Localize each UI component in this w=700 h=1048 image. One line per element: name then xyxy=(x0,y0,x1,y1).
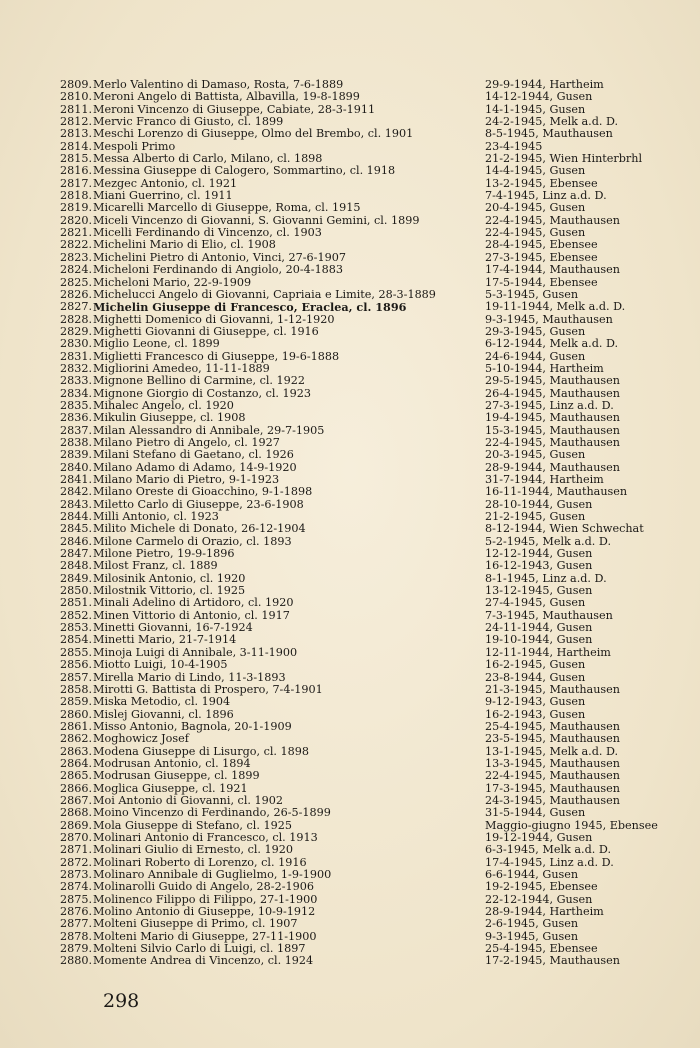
entry-number: 2854. xyxy=(60,633,93,647)
list-item xyxy=(60,955,660,967)
entry-death-record: 23-8-1944, Gusen xyxy=(485,670,586,684)
entry-number: 2813. xyxy=(60,127,93,141)
entry-number: 2844. xyxy=(60,510,93,524)
entry-name: Michelin Giuseppe di Francesco, Eraclea, cl. 1896 xyxy=(93,301,407,314)
entry-death-record: 7-3-1945, Mauthausen xyxy=(485,608,613,622)
entry-number: 2853. xyxy=(60,621,93,635)
list-item xyxy=(60,634,660,646)
entry-name: Miletto Carlo di Giuseppe, 23-6-1908 xyxy=(93,498,304,511)
list-item xyxy=(60,412,660,424)
entry-number: 2823. xyxy=(60,250,93,264)
entry-name: Miglio Leone, cl. 1899 xyxy=(93,338,220,351)
list-item xyxy=(60,375,660,387)
entry-number: 2865. xyxy=(60,769,93,783)
entry-number: 2874. xyxy=(60,880,93,894)
entry-death-record: 31-5-1944, Gusen xyxy=(485,806,586,820)
list-item xyxy=(60,844,660,856)
entry-death-record: 28-9-1944, Mauthausen xyxy=(485,460,620,474)
entry-name: Micelli Ferdinando di Vincenzo, cl. 1903 xyxy=(93,227,322,240)
entry-death-record: 20-4-1945, Gusen xyxy=(485,201,586,215)
entry-death-record: 15-3-1945, Mauthausen xyxy=(485,423,620,437)
entry-death-record: 5-3-1945, Gusen xyxy=(485,287,579,301)
entry-number: 2829. xyxy=(60,324,93,338)
entry-death-record: 7-4-1945, Linz a.d. D. xyxy=(485,189,607,203)
entry-number: 2832. xyxy=(60,361,93,375)
entry-death-record: 24-3-1945, Mauthausen xyxy=(485,793,620,807)
entry-name: Milano Pietro di Angelo, cl. 1927 xyxy=(93,436,280,449)
entry-name: Mervic Franco di Giusto, cl. 1899 xyxy=(93,116,284,129)
entry-name: Moi Antonio di Giovanni, cl. 1902 xyxy=(93,794,283,807)
entry-number: 2824. xyxy=(60,263,93,277)
entry-death-record: 19-10-1944, Gusen xyxy=(485,633,593,647)
entry-number: 2876. xyxy=(60,905,93,919)
entry-number: 2860. xyxy=(60,707,93,721)
entry-number: 2827. xyxy=(60,300,93,314)
entry-death-record: 24-6-1944, Gusen xyxy=(485,349,586,363)
entry-death-record: 13-2-1945, Ebensee xyxy=(485,176,598,190)
entry-number: 2871. xyxy=(60,843,93,857)
entry-name: Molino Antonio di Giuseppe, 10-9-1912 xyxy=(93,906,316,919)
entry-name: Mighetti Domenico di Giovanni, 1-12-1920 xyxy=(93,313,335,326)
page-number: 298 xyxy=(103,990,140,1012)
entry-number: 2858. xyxy=(60,682,93,696)
entry-number: 2835. xyxy=(60,398,93,412)
entry-number: 2826. xyxy=(60,287,93,301)
entry-name: Modena Giuseppe di Lisurgo, cl. 1898 xyxy=(93,745,310,758)
entry-death-record: 28-4-1945, Ebensee xyxy=(485,238,598,252)
list-item xyxy=(60,770,660,782)
entry-name: Mislej Giovanni, cl. 1896 xyxy=(93,708,234,721)
entry-death-record: 22-4-1945, Mauthausen xyxy=(485,435,620,449)
list-item xyxy=(60,560,660,572)
entry-name: Modrusan Giuseppe, cl. 1899 xyxy=(93,770,260,783)
entry-name: Molinari Roberto di Lorenzo, cl. 1916 xyxy=(93,856,307,869)
entry-death-record: 24-11-1944, Gusen xyxy=(485,621,593,635)
entry-number: 2868. xyxy=(60,806,93,820)
entry-number: 2846. xyxy=(60,534,93,548)
entry-death-record: 14-12-1944, Gusen xyxy=(485,90,593,104)
list-item xyxy=(60,918,660,930)
list-item xyxy=(60,165,660,177)
entry-death-record: 2-6-1945, Gusen xyxy=(485,917,579,931)
entry-number: 2810. xyxy=(60,90,93,104)
entry-death-record: 6-3-1945, Melk a.d. D. xyxy=(485,843,611,857)
entry-death-record: 29-5-1945, Mauthausen xyxy=(485,374,620,388)
entry-name: Minetti Mario, 21-7-1914 xyxy=(93,634,237,647)
entry-name: Moglica Giuseppe, cl. 1921 xyxy=(93,782,248,795)
entry-name: Molinenco Filippo di Filippo, 27-1-1900 xyxy=(93,893,318,906)
list-item xyxy=(60,239,660,251)
entry-name: Michelini Pietro di Antonio, Vinci, 27-6-1907 xyxy=(93,251,346,264)
list-item xyxy=(60,807,660,819)
entry-death-record: 21-2-1945, Wien Hinterbrhl xyxy=(485,152,643,166)
entry-name: Minali Adelino di Artidoro, cl. 1920 xyxy=(93,597,294,610)
entry-name: Mihalec Angelo, cl. 1920 xyxy=(93,399,234,412)
list-item xyxy=(60,264,660,276)
entry-number: 2812. xyxy=(60,115,93,129)
entry-number: 2842. xyxy=(60,485,93,499)
list-item xyxy=(60,486,660,498)
list-item xyxy=(60,696,660,708)
entry-number: 2843. xyxy=(60,497,93,511)
entry-name: Milostnik Vittorio, cl. 1925 xyxy=(93,585,246,598)
entry-name: Michelini Mario di Elio, cl. 1908 xyxy=(93,239,276,252)
list-item xyxy=(60,338,660,350)
entry-death-record: 24-2-1945, Melk a.d. D. xyxy=(485,115,619,129)
entry-number: 2849. xyxy=(60,571,93,585)
list-item xyxy=(60,91,660,103)
entry-death-record: 22-12-1944, Gusen xyxy=(485,892,593,906)
entry-death-record: 29-9-1944, Hartheim xyxy=(485,78,604,91)
entry-number: 2840. xyxy=(60,460,93,474)
entry-death-record: 29-3-1945, Gusen xyxy=(485,324,586,338)
entry-death-record: 9-3-1945, Gusen xyxy=(485,929,579,943)
entry-death-record: 8-12-1944, Wien Schwechat xyxy=(485,522,644,536)
entry-name: Mighetti Giovanni di Giuseppe, cl. 1916 xyxy=(93,325,319,338)
entry-death-record: 26-4-1945, Mauthausen xyxy=(485,386,620,400)
entry-death-record: 6-12-1944, Melk a.d. D. xyxy=(485,337,619,351)
entry-death-record: 19-2-1945, Ebensee xyxy=(485,880,598,894)
entry-name: Michelucci Angelo di Giovanni, Capriaia e Limite, 28-3-1889 xyxy=(93,288,436,301)
entry-name: Molinari Antonio di Francesco, cl. 1913 xyxy=(93,831,318,844)
entry-number: 2873. xyxy=(60,868,93,881)
entry-death-record: 27-3-1945, Ebensee xyxy=(485,250,598,264)
entry-number: 2816. xyxy=(60,164,93,178)
entry-name: Mespoli Primo xyxy=(93,140,176,153)
entry-number: 2845. xyxy=(60,522,93,536)
list-item xyxy=(60,277,660,289)
entry-number: 2875. xyxy=(60,892,93,906)
entry-death-record: 16-2-1945, Gusen xyxy=(485,658,586,672)
entry-death-record: 13-3-1945, Mauthausen xyxy=(485,756,620,770)
entry-death-record: 17-5-1944, Ebensee xyxy=(485,275,598,289)
entry-death-record: 16-12-1943, Gusen xyxy=(485,559,593,573)
entry-number: 2839. xyxy=(60,448,93,462)
entry-number: 2880. xyxy=(60,954,93,968)
list-item xyxy=(60,128,660,140)
list-item xyxy=(60,733,660,745)
entry-number: 2825. xyxy=(60,275,93,289)
entry-death-record: 17-3-1945, Mauthausen xyxy=(485,781,620,795)
entry-number: 2855. xyxy=(60,645,93,659)
entry-number: 2870. xyxy=(60,830,93,844)
entry-death-record: 9-3-1945, Mauthausen xyxy=(485,312,613,326)
entry-name: Momente Andrea di Vincenzo, cl. 1924 xyxy=(93,955,314,968)
entry-death-record: 12-12-1944, Gusen xyxy=(485,547,593,561)
entry-death-record: 14-4-1945, Gusen xyxy=(485,164,586,178)
entry-number: 2817. xyxy=(60,176,93,190)
entry-name: Molteni Giuseppe di Primo, cl. 1907 xyxy=(93,918,298,931)
entry-name: Messa Alberto di Carlo, Milano, cl. 1898 xyxy=(93,153,323,166)
entry-death-record: 27-3-1945, Linz a.d. D. xyxy=(485,398,614,412)
entry-name: Mola Giuseppe di Stefano, cl. 1925 xyxy=(93,819,292,832)
entry-name: Mirella Mario di Lindo, 11-3-1893 xyxy=(93,671,286,684)
entry-number: 2822. xyxy=(60,238,93,252)
entry-name: Moino Vincenzo di Ferdinando, 26-5-1899 xyxy=(93,807,331,820)
entry-death-record: 5-2-1945, Melk a.d. D. xyxy=(485,534,611,548)
entry-name: Molteni Mario di Giuseppe, 27-11-1900 xyxy=(93,930,317,943)
entry-name: Moghowicz Josef xyxy=(93,733,189,746)
entry-name: Molteni Silvio Carlo di Luigi, cl. 1897 xyxy=(93,943,306,956)
entry-death-record: 8-1-1945, Linz a.d. D. xyxy=(485,571,607,585)
entry-number: 2837. xyxy=(60,423,93,437)
entry-name: Micheloni Ferdinando di Angiolo, 20-4-1883 xyxy=(93,264,344,277)
list-item xyxy=(60,672,660,684)
entry-name: Mignone Bellino di Carmine, cl. 1922 xyxy=(93,375,306,388)
entry-death-record: 21-3-1945, Mauthausen xyxy=(485,682,620,696)
entry-death-record: 21-2-1945, Gusen xyxy=(485,510,586,524)
entry-name: Micheloni Mario, 22-9-1909 xyxy=(93,276,252,289)
entry-death-record: 28-10-1944, Gusen xyxy=(485,497,593,511)
entry-number: 2877. xyxy=(60,917,93,931)
entry-name: Milosinik Antonio, cl. 1920 xyxy=(93,572,246,585)
entry-death-record: 13-1-1945, Melk a.d. D. xyxy=(485,744,619,758)
entry-number: 2879. xyxy=(60,942,93,956)
entry-number: 2863. xyxy=(60,744,93,758)
entry-death-record: 20-3-1945, Gusen xyxy=(485,448,586,462)
entry-death-record: 31-7-1944, Hartheim xyxy=(485,473,604,486)
list-item xyxy=(60,202,660,214)
entry-name: Micarelli Marcello di Giuseppe, Roma, cl. 1915 xyxy=(93,202,361,215)
entry-death-record: 19-4-1945, Mauthausen xyxy=(485,411,620,425)
entry-number: 2848. xyxy=(60,559,93,573)
entry-number: 2869. xyxy=(60,818,93,832)
entry-name: Molinaro Annibale di Guglielmo, 1-9-1900 xyxy=(93,869,332,881)
entry-number: 2864. xyxy=(60,756,93,770)
entry-name: Migliorini Amedeo, 11-11-1889 xyxy=(93,362,270,375)
entry-name: Mikulin Giuseppe, cl. 1908 xyxy=(93,412,246,425)
entry-number: 2841. xyxy=(60,473,93,486)
entry-number: 2818. xyxy=(60,189,93,203)
entry-number: 2809. xyxy=(60,78,93,91)
entry-death-record: 5-10-1944, Hartheim xyxy=(485,361,604,375)
entry-death-record: 19-12-1944, Gusen xyxy=(485,830,593,844)
entry-death-record: 23-5-1945, Mauthausen xyxy=(485,732,620,746)
entry-number: 2872. xyxy=(60,855,93,869)
entry-number: 2859. xyxy=(60,695,93,709)
entry-death-record: 19-11-1944, Melk a.d. D. xyxy=(485,300,626,314)
entry-number: 2830. xyxy=(60,337,93,351)
entry-name: Milano Mario di Pietro, 9-1-1923 xyxy=(93,474,280,486)
entry-death-record: 17-2-1945, Mauthausen xyxy=(485,954,620,968)
entry-name: Molinari Giulio di Ernesto, cl. 1920 xyxy=(93,844,294,857)
entry-number: 2862. xyxy=(60,732,93,746)
entry-name: Milone Pietro, 19-9-1896 xyxy=(93,548,235,561)
entry-death-record: 6-6-1944, Gusen xyxy=(485,868,579,881)
entry-number: 2838. xyxy=(60,435,93,449)
entry-name: Mignone Giorgio di Costanzo, cl. 1923 xyxy=(93,387,312,400)
entry-number: 2851. xyxy=(60,596,93,610)
entry-number: 2815. xyxy=(60,152,93,166)
entry-number: 2847. xyxy=(60,547,93,561)
entry-death-record: 27-4-1945, Gusen xyxy=(485,596,586,610)
entry-death-record: 17-4-1944, Mauthausen xyxy=(485,263,620,277)
entry-number: 2811. xyxy=(60,102,93,116)
entry-name: Miska Metodio, cl. 1904 xyxy=(93,696,231,709)
entry-death-record: 23-4-1945 xyxy=(485,139,543,153)
entry-name: Minoja Luigi di Annibale, 3-11-1900 xyxy=(93,646,298,659)
list-item xyxy=(60,597,660,609)
entry-number: 2819. xyxy=(60,201,93,215)
entry-number: 2852. xyxy=(60,608,93,622)
entry-number: 2850. xyxy=(60,584,93,598)
entry-name: Milano Oreste di Gioacchino, 9-1-1898 xyxy=(93,486,313,499)
entry-death-record: 22-4-1945, Gusen xyxy=(485,226,586,240)
entry-number: 2867. xyxy=(60,793,93,807)
entry-death-record: 22-4-1945, Mauthausen xyxy=(485,213,620,227)
entry-number: 2866. xyxy=(60,781,93,795)
entry-number: 2828. xyxy=(60,312,93,326)
entry-name: Milani Stefano di Gaetano, cl. 1926 xyxy=(93,449,294,462)
entry-death-record: 22-4-1945, Mauthausen xyxy=(485,769,620,783)
entry-death-record: 16-11-1944, Mauthausen xyxy=(485,485,628,499)
entry-number: 2836. xyxy=(60,411,93,425)
entry-name: Milan Alessandro di Annibale, 29-7-1905 xyxy=(93,424,325,437)
list-item xyxy=(60,659,660,671)
entry-number: 2820. xyxy=(60,213,93,227)
entry-number: 2861. xyxy=(60,719,93,733)
entry-name: Minetti Giovanni, 16-7-1924 xyxy=(93,622,253,635)
entry-number: 2834. xyxy=(60,386,93,400)
entry-number: 2857. xyxy=(60,670,93,684)
entry-death-record: 8-5-1945, Mauthausen xyxy=(485,127,613,141)
entry-name: Milano Adamo di Adamo, 14-9-1920 xyxy=(93,461,297,474)
entry-name: Meroni Angelo di Battista, Albavilla, 19-8-1899 xyxy=(93,91,360,104)
entry-name: Minen Vittorio di Antonio, cl. 1917 xyxy=(93,609,290,622)
entry-name: Miceli Vincenzo di Giovanni, S. Giovanni Gemini, cl. 1899 xyxy=(93,214,420,227)
entry-death-record: 16-2-1943, Gusen xyxy=(485,707,586,721)
entry-death-record: 12-11-1944, Hartheim xyxy=(485,645,611,659)
entry-name: Miotto Luigi, 10-4-1905 xyxy=(93,659,228,672)
entry-name: Mirotti G. Battista di Prospero, 7-4-1901 xyxy=(93,683,323,696)
entry-name: Milost Franz, cl. 1889 xyxy=(93,560,218,573)
entry-name: Milli Antonio, cl. 1923 xyxy=(93,511,219,524)
entry-name: Meroni Vincenzo di Giuseppe, Cabiate, 28-3-1911 xyxy=(93,103,376,116)
deportee-list xyxy=(60,79,660,968)
entry-death-record: 17-4-1945, Linz a.d. D. xyxy=(485,855,614,869)
entry-death-record: 25-4-1945, Ebensee xyxy=(485,942,598,956)
list-item xyxy=(60,523,660,535)
entry-death-record: 14-1-1945, Gusen xyxy=(485,102,586,116)
entry-name: Miglietti Francesco di Giuseppe, 19-6-1888 xyxy=(93,350,340,363)
entry-name: Mezgec Antonio, cl. 1921 xyxy=(93,177,238,190)
list-item xyxy=(60,881,660,893)
list-item xyxy=(60,301,660,313)
entry-name: Misso Antonio, Bagnola, 20-1-1909 xyxy=(93,720,292,733)
entry-name: Merlo Valentino di Damaso, Rosta, 7-6-1889 xyxy=(93,79,344,91)
entry-number: 2878. xyxy=(60,929,93,943)
entry-name: Meschi Lorenzo di Giuseppe, Olmo del Brembo, cl. 1901 xyxy=(93,128,414,141)
entry-name: Milone Carmelo di Orazio, cl. 1893 xyxy=(93,535,292,548)
entry-number: 2814. xyxy=(60,139,93,153)
entry-number: 2821. xyxy=(60,226,93,240)
entry-name: Molinarolli Guido di Angelo, 28-2-1906 xyxy=(93,881,314,894)
entry-name: Modrusan Antonio, cl. 1894 xyxy=(93,757,251,770)
list-item xyxy=(60,449,660,461)
entry-death-record: 9-12-1943, Gusen xyxy=(485,695,586,709)
entry-name: Miani Guerrino, cl. 1911 xyxy=(93,190,233,203)
entry-death-record: 13-12-1945, Gusen xyxy=(485,584,593,598)
entry-death-record: 28-9-1944, Hartheim xyxy=(485,905,604,919)
entry-number: 2833. xyxy=(60,374,93,388)
entry-number: 2831. xyxy=(60,349,93,363)
entry-name: Milito Michele di Donato, 26-12-1904 xyxy=(93,523,306,536)
entry-death-record: 25-4-1945, Mauthausen xyxy=(485,719,620,733)
entry-name: Messina Giuseppe di Calogero, Sommartino, cl. 1918 xyxy=(93,165,396,178)
entry-number: 2856. xyxy=(60,658,93,672)
entry-death-record: Maggio-giugno 1945, Ebensee xyxy=(485,818,658,832)
